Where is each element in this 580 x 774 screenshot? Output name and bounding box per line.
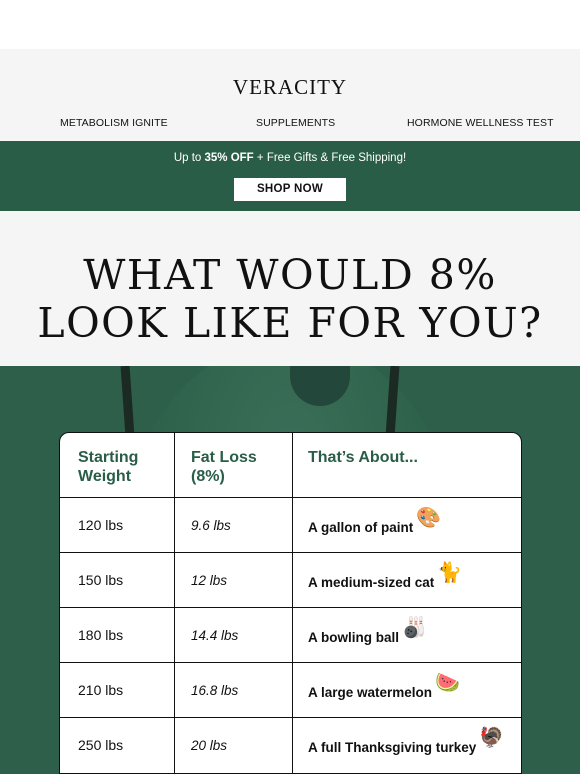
shop-now-button[interactable]: SHOP NOW (234, 178, 346, 201)
comparison: A gallon of paint 🎨 (292, 498, 522, 553)
promo-text: Up to 35% OFF + Free Gifts & Free Shipping! (173, 152, 407, 164)
table-row (60, 717, 521, 774)
bowling-icon: 🎳 (402, 615, 427, 639)
table-header-row (60, 432, 521, 498)
weight-loss-table (59, 432, 522, 774)
cat-icon: 🐈 (437, 560, 463, 584)
hero-title: WHAT WOULD 8% LOOK LIKE FOR YOU? (37, 251, 543, 347)
header-fat-loss: Fat Loss (8%) (174, 433, 292, 498)
main-nav (0, 117, 580, 133)
top-spacer (0, 0, 580, 49)
comparison: A bowling ball 🎳 (292, 608, 522, 663)
fat-loss: 12 lbs (174, 553, 292, 608)
header-starting-weight: Starting Weight (78, 448, 139, 485)
starting-weight: 250 lbs (78, 737, 124, 753)
fat-loss: 16.8 lbs (174, 663, 292, 718)
comparison: A full Thanksgiving turkey 🦃 (292, 718, 522, 774)
turkey-icon: 🦃 (479, 725, 505, 749)
comparison: A large watermelon 🍉 (292, 663, 522, 718)
starting-weight: 180 lbs (78, 627, 124, 643)
watermelon-icon: 🍉 (435, 670, 460, 694)
table-row (60, 552, 521, 608)
fat-loss: 9.6 lbs (174, 498, 292, 553)
promo-banner (0, 141, 580, 211)
comparison: A medium-sized cat 🐈 (292, 553, 522, 608)
hero-section (0, 211, 580, 366)
promo-highlight: 35% OFF (204, 152, 254, 164)
fat-loss: 20 lbs (174, 718, 292, 774)
site-header (0, 49, 580, 141)
starting-weight: 150 lbs (78, 572, 124, 588)
nav-metabolism-ignite[interactable]: METABOLISM IGNITE (60, 117, 168, 129)
nav-supplements[interactable]: SUPPLEMENTS (256, 117, 336, 129)
fat-loss: 14.4 lbs (174, 608, 292, 663)
starting-weight: 120 lbs (78, 517, 124, 533)
brand-logo[interactable]: VERACITY (232, 75, 348, 99)
header-thats-about: That’s About... (292, 433, 522, 498)
starting-weight: 210 lbs (78, 682, 124, 698)
paint-palette-icon: 🎨 (416, 505, 442, 529)
table-row (60, 662, 521, 718)
nav-hormone-wellness-test[interactable]: HORMONE WELLNESS TEST (407, 117, 554, 129)
